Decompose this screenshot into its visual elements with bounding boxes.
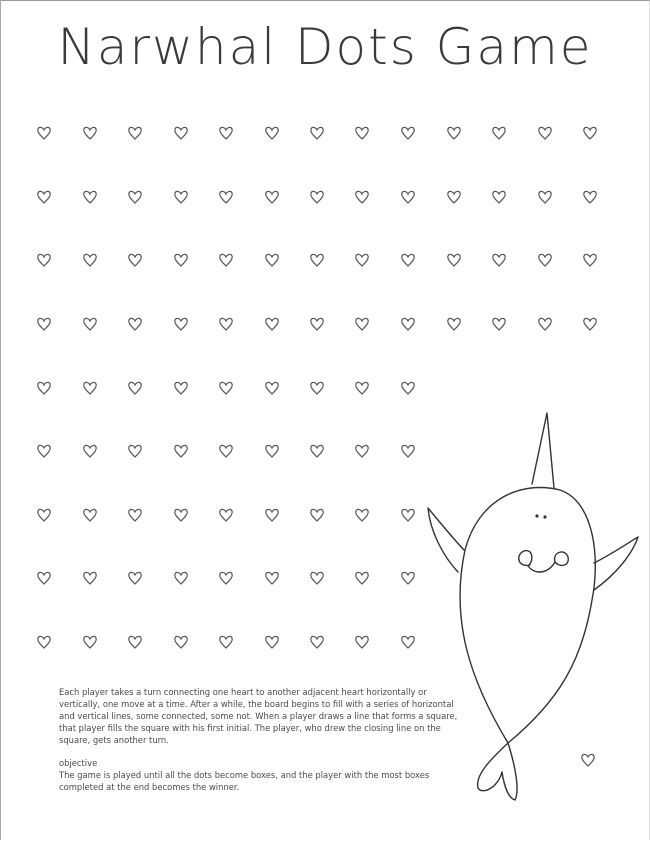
heart-dot-icon[interactable] [173,316,189,332]
heart-dot-icon[interactable] [400,125,416,141]
heart-dot-icon[interactable] [354,380,370,396]
heart-dot-icon[interactable] [537,252,553,268]
heart-dot-icon[interactable] [36,125,52,141]
heart-dot-icon[interactable] [264,125,280,141]
heart-dot-icon[interactable] [173,380,189,396]
heart-dot-icon[interactable] [173,125,189,141]
heart-dot-icon[interactable] [36,316,52,332]
heart-dot-icon[interactable] [218,125,234,141]
heart-dot-icon[interactable] [400,443,416,459]
heart-dot-icon[interactable] [173,570,189,586]
heart-dot-icon[interactable] [264,570,280,586]
heart-dot-icon[interactable] [82,634,98,650]
heart-dot-icon[interactable] [354,252,370,268]
heart-icon [580,752,596,768]
heart-dot-icon[interactable] [82,252,98,268]
heart-dot-icon[interactable] [218,316,234,332]
heart-dot-icon[interactable] [218,252,234,268]
heart-dot-icon[interactable] [446,125,462,141]
heart-dot-icon[interactable] [218,570,234,586]
heart-dot-icon[interactable] [309,252,325,268]
heart-dot-icon[interactable] [400,634,416,650]
heart-dot-icon[interactable] [264,252,280,268]
heart-dot-icon[interactable] [400,316,416,332]
heart-dot-icon[interactable] [309,125,325,141]
heart-dot-icon[interactable] [218,507,234,523]
heart-dot-icon[interactable] [173,252,189,268]
rules-text: Each player takes a turn connecting one heart to another adjacent heart horizontally or vertically, one move at a time. After a while, the board begins to fill with a series of horizontal and vertical lines, some connected, some not. When a player draws a line that forms a square, that player fills the square with his first initial. The player, who drew the closing line on the square, gets another turn. [59,687,458,745]
heart-dot-icon[interactable] [127,634,143,650]
heart-dot-icon[interactable] [264,316,280,332]
heart-dot-icon[interactable] [309,189,325,205]
heart-dot-icon[interactable] [218,380,234,396]
heart-dot-icon[interactable] [36,570,52,586]
heart-dot-icon[interactable] [264,507,280,523]
heart-dot-icon[interactable] [264,380,280,396]
heart-dot-icon[interactable] [173,634,189,650]
heart-dot-icon[interactable] [82,316,98,332]
heart-dot-icon[interactable] [82,380,98,396]
heart-dot-icon[interactable] [582,316,598,332]
heart-dot-icon[interactable] [36,443,52,459]
heart-dot-icon[interactable] [400,570,416,586]
heart-dot-icon[interactable] [36,634,52,650]
heart-dot-icon[interactable] [354,125,370,141]
instructions [59,686,459,793]
heart-dot-icon[interactable] [309,507,325,523]
heart-dot-icon[interactable] [82,189,98,205]
narwhal-illustration [420,400,650,820]
heart-dot-icon[interactable] [309,380,325,396]
heart-dot-icon[interactable] [36,507,52,523]
heart-dot-icon[interactable] [400,252,416,268]
heart-dot-icon[interactable] [354,316,370,332]
heart-dot-icon[interactable] [127,507,143,523]
heart-dot-icon[interactable] [82,507,98,523]
heart-dot-icon[interactable] [36,380,52,396]
heart-dot-icon[interactable] [354,443,370,459]
heart-dot-icon[interactable] [446,189,462,205]
heart-dot-icon[interactable] [491,125,507,141]
heart-dot-icon[interactable] [173,189,189,205]
heart-dot-icon[interactable] [264,443,280,459]
heart-dot-icon[interactable] [582,189,598,205]
heart-dot-icon[interactable] [491,189,507,205]
heart-dot-icon[interactable] [82,570,98,586]
heart-dot-icon[interactable] [537,189,553,205]
heart-dot-icon[interactable] [82,125,98,141]
heart-dot-icon[interactable] [173,507,189,523]
heart-dot-icon[interactable] [537,316,553,332]
heart-dot-icon[interactable] [582,252,598,268]
heart-dot-icon[interactable] [173,443,189,459]
heart-dot-icon[interactable] [354,634,370,650]
heart-dot-icon[interactable] [309,570,325,586]
heart-dot-icon[interactable] [446,252,462,268]
heart-dot-icon[interactable] [127,252,143,268]
heart-dot-icon[interactable] [82,443,98,459]
heart-dot-icon[interactable] [264,634,280,650]
heart-dot-icon[interactable] [218,189,234,205]
objective-heading: objective [59,758,98,768]
heart-dot-icon[interactable] [309,634,325,650]
heart-dot-icon[interactable] [264,189,280,205]
heart-dot-icon[interactable] [218,634,234,650]
heart-dot-icon[interactable] [400,507,416,523]
heart-dot-icon[interactable] [127,443,143,459]
heart-dot-icon[interactable] [127,316,143,332]
heart-dot-icon[interactable] [127,189,143,205]
heart-dot-icon[interactable] [127,570,143,586]
heart-dot-icon[interactable] [537,125,553,141]
heart-dot-icon[interactable] [36,189,52,205]
heart-dot-icon[interactable] [309,443,325,459]
heart-dot-icon[interactable] [218,443,234,459]
heart-dot-icon[interactable] [491,316,507,332]
objective-text: The game is played until all the dots become boxes, and the player with the most boxes completed at the end becomes the winner. [59,770,430,792]
heart-dot-icon[interactable] [400,189,416,205]
heart-dot-icon[interactable] [446,316,462,332]
heart-dot-icon[interactable] [400,380,416,396]
heart-dot-icon[interactable] [582,125,598,141]
heart-dot-icon[interactable] [127,125,143,141]
heart-dot-icon[interactable] [127,380,143,396]
heart-dot-icon[interactable] [354,189,370,205]
heart-dot-icon[interactable] [354,570,370,586]
heart-dot-icon[interactable] [36,252,52,268]
heart-dot-icon[interactable] [491,252,507,268]
heart-dot-icon[interactable] [309,316,325,332]
heart-dot-icon[interactable] [354,507,370,523]
page-title: Narwhal Dots Game [57,18,593,76]
